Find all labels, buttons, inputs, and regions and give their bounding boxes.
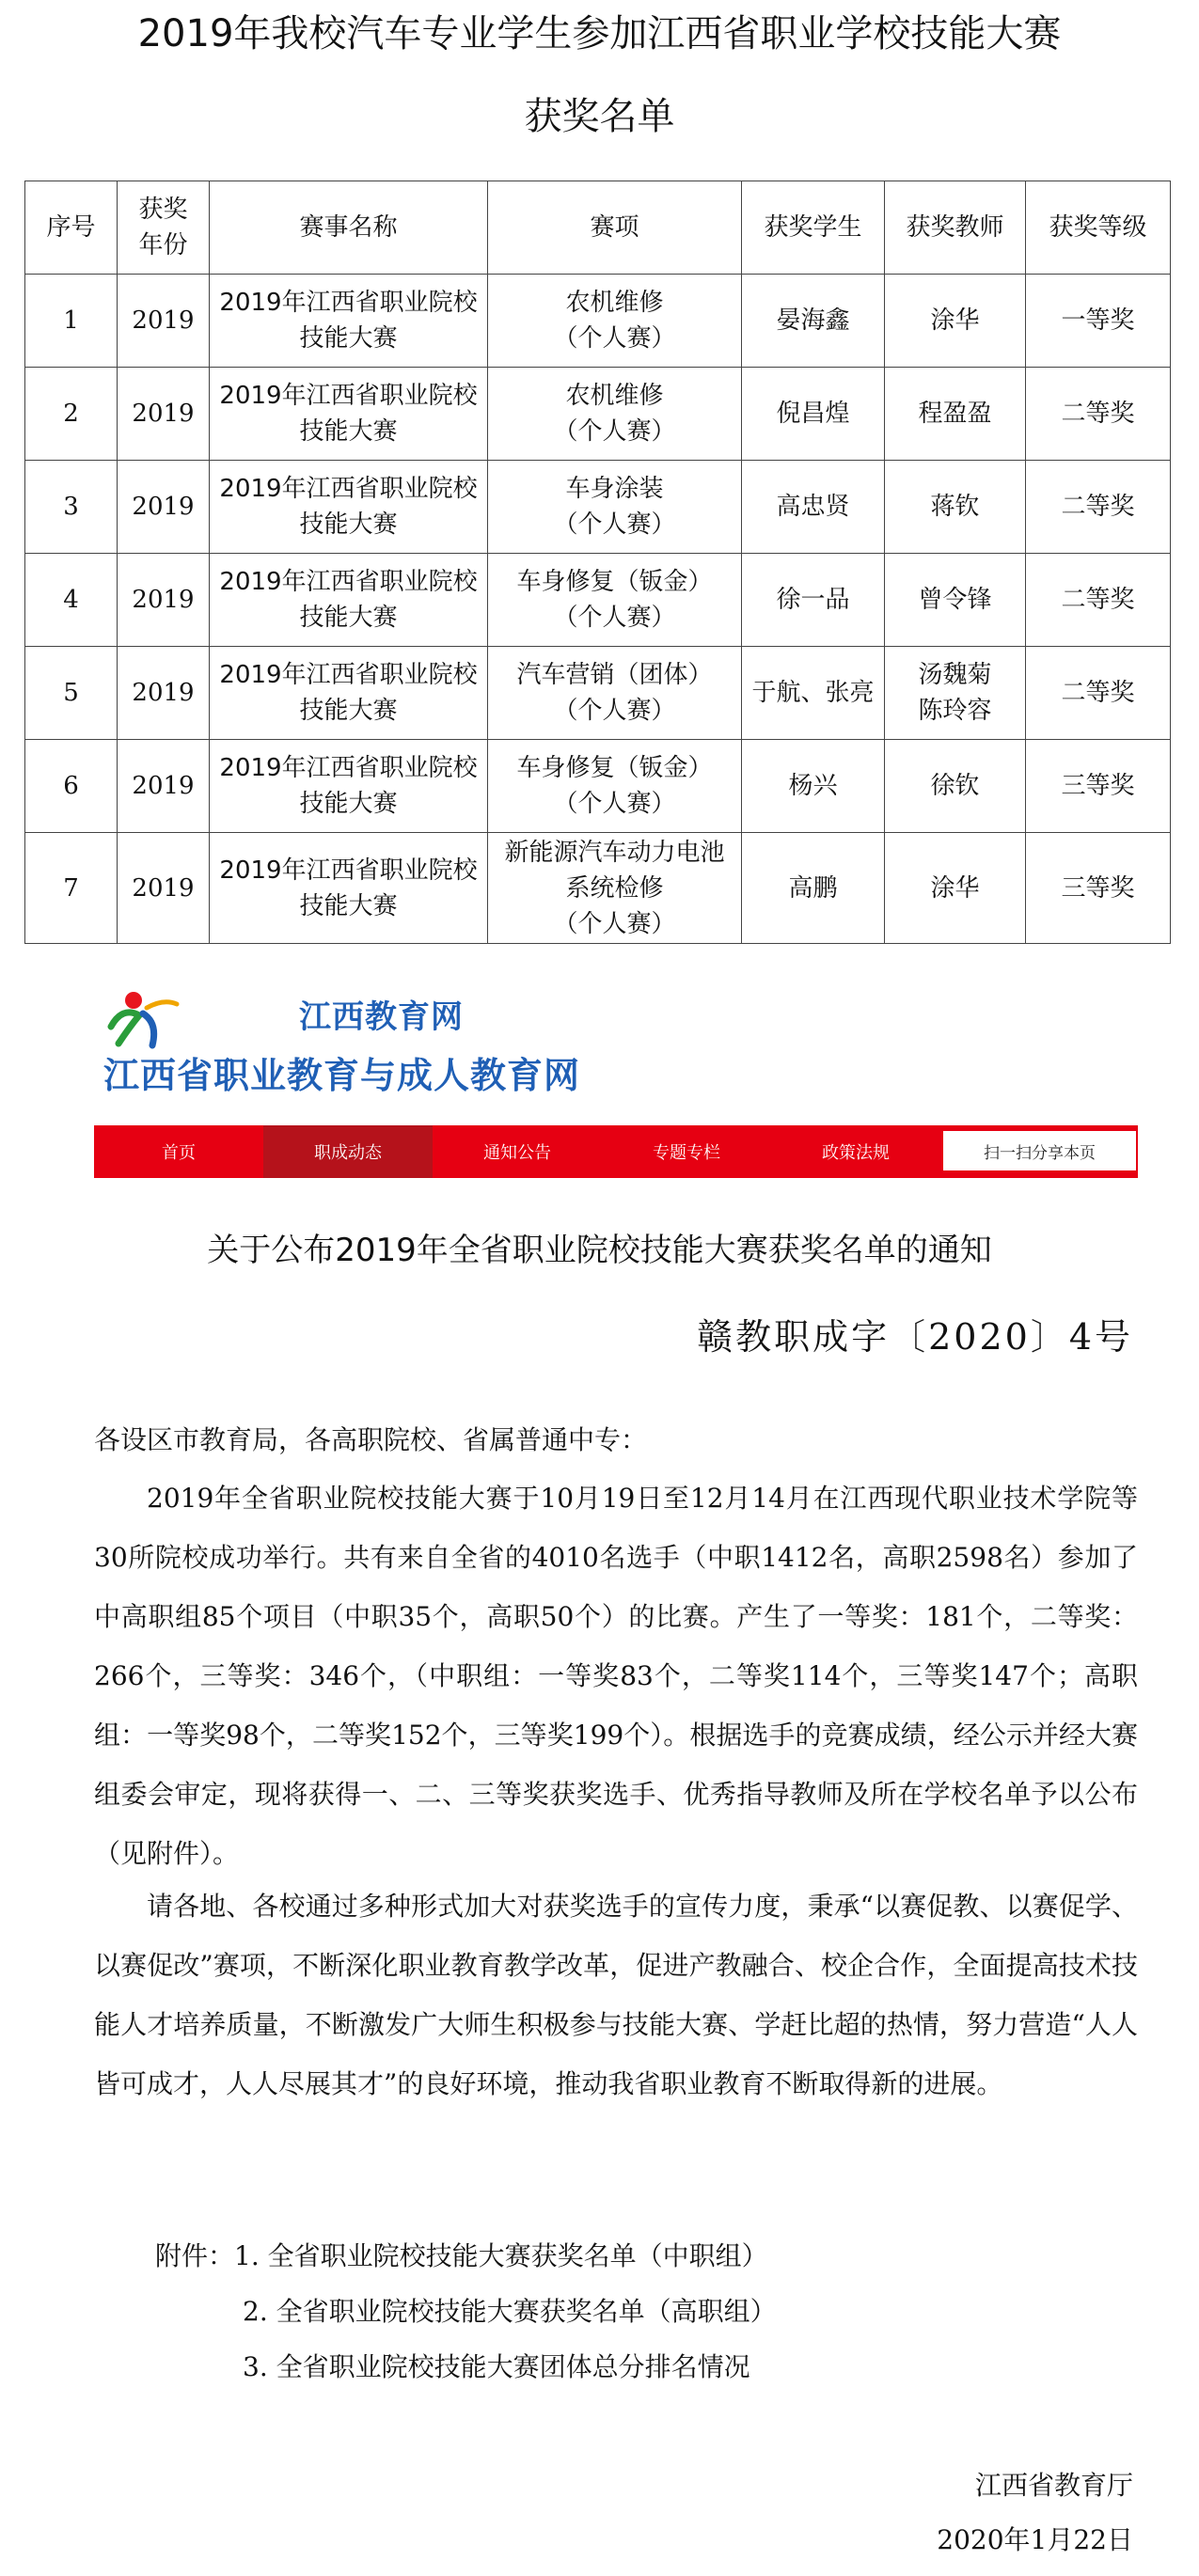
table-header-cell: 赛事名称 bbox=[210, 181, 488, 275]
table-cell: 2019年江西省职业院校技能大赛 bbox=[210, 833, 488, 944]
table-cell: 蒋钦 bbox=[885, 461, 1026, 554]
table-cell: 2019年江西省职业院校技能大赛 bbox=[210, 647, 488, 740]
table-header-cell: 赛项 bbox=[488, 181, 742, 275]
table-cell: 于航、张亮 bbox=[742, 647, 885, 740]
table-cell: 晏海鑫 bbox=[742, 275, 885, 368]
nav-item-special-topics[interactable]: 专题专栏 bbox=[653, 1143, 720, 1163]
table-cell: 2019 bbox=[118, 833, 210, 944]
signature-date: 2020年1月22日 bbox=[937, 2524, 1133, 2555]
table-header-cell: 获奖教师 bbox=[885, 181, 1026, 275]
table-header-row bbox=[25, 181, 1171, 275]
table-cell: 4 bbox=[25, 554, 118, 647]
table-cell: 汤魏菊 陈玲容 bbox=[885, 647, 1026, 740]
table-body bbox=[25, 275, 1171, 944]
table-cell: 2019年江西省职业院校技能大赛 bbox=[210, 740, 488, 833]
table-row bbox=[25, 275, 1171, 368]
table-cell: 2019年江西省职业院校技能大赛 bbox=[210, 368, 488, 461]
attachment-item-1: 附件：1. 全省职业院校技能大赛获奖名单（中职组） bbox=[155, 2240, 768, 2271]
table-cell: 2019年江西省职业院校技能大赛 bbox=[210, 275, 488, 368]
table-header-cell: 获奖学生 bbox=[742, 181, 885, 275]
table-cell: 2019 bbox=[118, 740, 210, 833]
table-header-cell: 序号 bbox=[25, 181, 118, 275]
table-cell: 徐一品 bbox=[742, 554, 885, 647]
table-cell: 二等奖 bbox=[1026, 554, 1171, 647]
table-cell: 曾令锋 bbox=[885, 554, 1026, 647]
table-cell: 2019 bbox=[118, 461, 210, 554]
document-title-line-2: 获奖名单 bbox=[524, 95, 675, 138]
award-table bbox=[24, 181, 1171, 944]
table-row bbox=[25, 740, 1171, 833]
table-cell: 程盈盈 bbox=[885, 368, 1026, 461]
jiangxi-education-logo-icon bbox=[105, 989, 181, 1049]
table-cell: 二等奖 bbox=[1026, 368, 1171, 461]
table-row bbox=[25, 461, 1171, 554]
notice-title: 关于公布2019年全省职业院校技能大赛获奖名单的通知 bbox=[207, 1232, 992, 1269]
document-title-line-1: 2019年我校汽车专业学生参加江西省职业学校技能大赛 bbox=[137, 12, 1062, 55]
table-cell: 7 bbox=[25, 833, 118, 944]
table-header-cell: 获奖等级 bbox=[1026, 181, 1171, 275]
table-cell: 农机维修 （个人赛） bbox=[488, 368, 742, 461]
table-cell: 二等奖 bbox=[1026, 647, 1171, 740]
notice-paragraph-1: 2019年全省职业院校技能大赛于10月19日至12月14月在江西现代职业技术学院等30所院校成功举行。共有来自全省的4010名选手（中职1412名，高职2598名）参加了中高职组85个项目（中职35个，高职50个）的比赛。产生了一等奖：181个，二等奖：266个，三等奖：346个，（中职组：一等奖83个，二等奖114个，三等奖147个；高职组：一等奖98个，二等奖152个，三等奖199个）。根据选手的竞赛成绩，经公示并经大赛组委会审定，现将获得一、二、三等奖获奖选手、优秀指导教师及所在学校名单予以公布（见附件）。 bbox=[94, 1483, 1138, 1869]
table-cell: 三等奖 bbox=[1026, 740, 1171, 833]
table-row bbox=[25, 368, 1171, 461]
table-row bbox=[25, 647, 1171, 740]
table-cell: 2019 bbox=[118, 647, 210, 740]
table-cell: 2019年江西省职业院校技能大赛 bbox=[210, 554, 488, 647]
table-cell: 三等奖 bbox=[1026, 833, 1171, 944]
table-cell: 倪昌煌 bbox=[742, 368, 885, 461]
table-cell: 杨兴 bbox=[742, 740, 885, 833]
table-row bbox=[25, 833, 1171, 944]
table-cell: 车身涂装 （个人赛） bbox=[488, 461, 742, 554]
table-cell: 5 bbox=[25, 647, 118, 740]
signature-organization: 江西省教育厅 bbox=[974, 2470, 1133, 2501]
table-cell: 二等奖 bbox=[1026, 461, 1171, 554]
notice-paragraph-2: 请各地、各校通过多种形式加大对获奖选手的宣传力度，秉承“以赛促教、以赛促学、以赛促改”赛项，不断深化职业教育教学改革，促进产教融合、校企合作，全面提高技术技能人才培养质量，不断激发广大师生积极参与技能大赛、学赶比超的热情，努力营造“人人皆可成才，人人尽展其才”的良好环境，推动我省职业教育不断取得新的进展。 bbox=[94, 1891, 1138, 2099]
nav-item-policies[interactable]: 政策法规 bbox=[822, 1143, 890, 1163]
table-cell: 汽车营销（团体） （个人赛） bbox=[488, 647, 742, 740]
table-cell: 6 bbox=[25, 740, 118, 833]
notice-salutation: 各设区市教育局，各高职院校、省属普通中专： bbox=[94, 1424, 648, 1455]
table-cell: 一等奖 bbox=[1026, 275, 1171, 368]
table-cell: 高鹏 bbox=[742, 833, 885, 944]
table-cell: 徐钦 bbox=[885, 740, 1026, 833]
nav-item-vocational-news[interactable]: 职成动态 bbox=[263, 1125, 433, 1178]
nav-item-home[interactable]: 首页 bbox=[162, 1143, 196, 1163]
attachment-item-2: 2. 全省职业院校技能大赛获奖名单（高职组） bbox=[243, 2296, 777, 2327]
table-cell: 3 bbox=[25, 461, 118, 554]
site-nav-bar bbox=[94, 1125, 1138, 1178]
table-header-cell: 获奖 年份 bbox=[118, 181, 210, 275]
table-row bbox=[25, 554, 1171, 647]
table-cell: 2019 bbox=[118, 368, 210, 461]
document-number: 赣教职成字〔2020〕4号 bbox=[697, 1316, 1133, 1358]
table-cell: 高忠贤 bbox=[742, 461, 885, 554]
attachment-item-3: 3. 全省职业院校技能大赛团体总分排名情况 bbox=[243, 2351, 750, 2382]
table-cell: 车身修复（钣金） （个人赛） bbox=[488, 554, 742, 647]
nav-item-notices[interactable]: 通知公告 bbox=[483, 1143, 551, 1163]
table-cell: 涂华 bbox=[885, 275, 1026, 368]
table-cell: 新能源汽车动力电池系统检修 （个人赛） bbox=[488, 833, 742, 944]
table-cell: 2019 bbox=[118, 275, 210, 368]
share-page-button[interactable]: 扫一扫分享本页 bbox=[943, 1131, 1136, 1170]
table-cell: 涂华 bbox=[885, 833, 1026, 944]
site-logo-small-text: 江西教育网 bbox=[299, 998, 464, 1036]
table-cell: 2 bbox=[25, 368, 118, 461]
site-logo-large-text: 江西省职业教育与成人教育网 bbox=[103, 1055, 581, 1096]
table-cell: 2019 bbox=[118, 554, 210, 647]
table-cell: 2019年江西省职业院校技能大赛 bbox=[210, 461, 488, 554]
table-cell: 车身修复（钣金） （个人赛） bbox=[488, 740, 742, 833]
table-cell: 1 bbox=[25, 275, 118, 368]
table-cell: 农机维修 （个人赛） bbox=[488, 275, 742, 368]
